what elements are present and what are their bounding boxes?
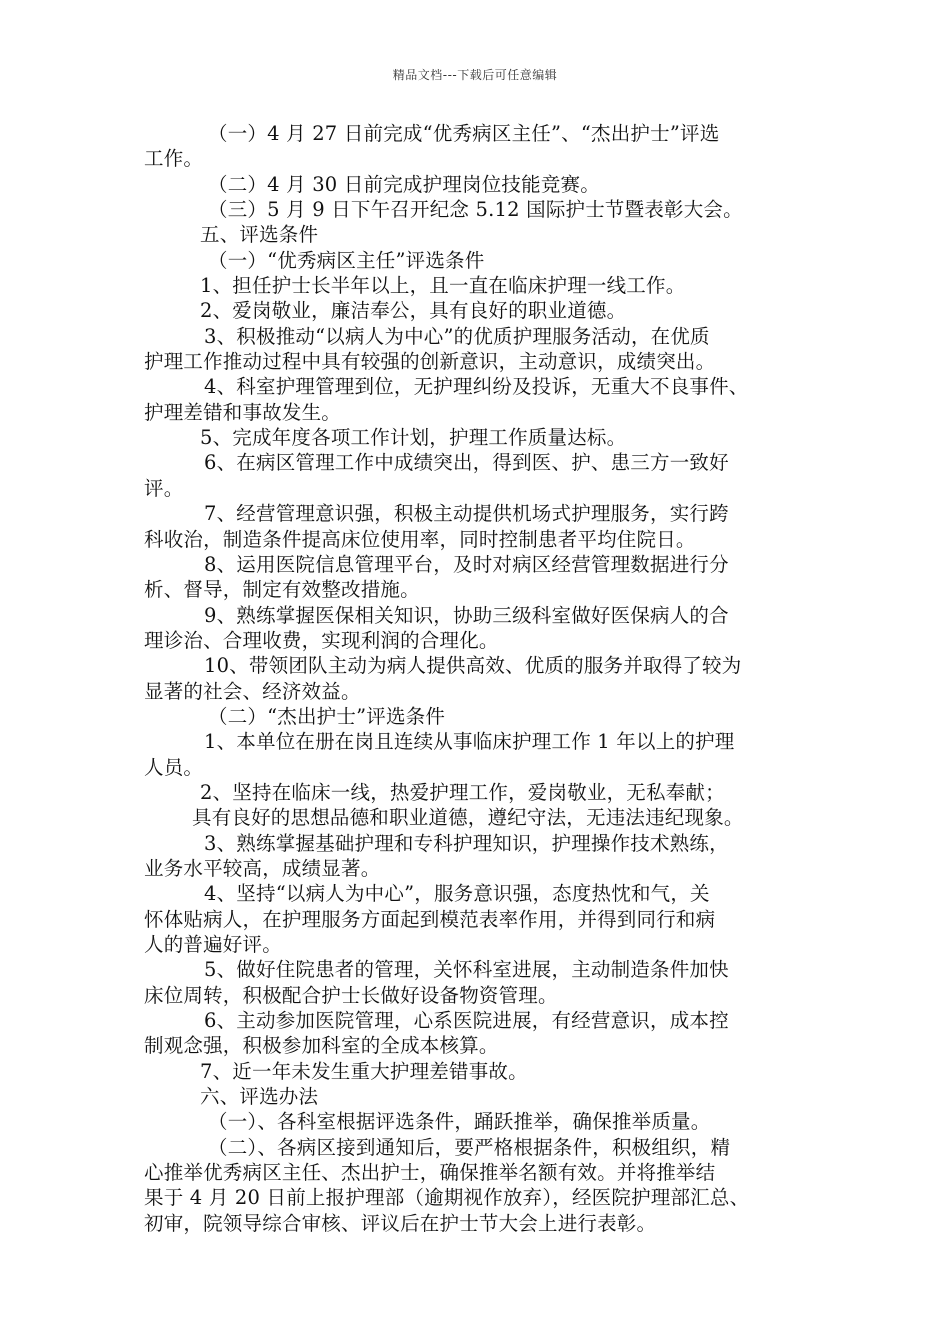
text-line: 制观念强，积极参加科室的全成本核算。: [144, 1034, 499, 1058]
text-line: （三）5 月 9 日下午召开纪念 5.12 国际护士节暨表彰大会。: [208, 198, 743, 222]
text-line: （一）“优秀病区主任”评选条件: [208, 248, 485, 272]
text-line: （二）4 月 30 日前完成护理岗位技能竞赛。: [208, 172, 600, 196]
text-line: 科收治，制造条件提高床位使用率，同时控制患者平均住院日。: [144, 527, 696, 551]
text-line: 5、做好住院患者的管理，关怀科室进展，主动制造条件加快: [204, 958, 729, 982]
text-line: 10、带领团队主动为病人提供高效、优质的服务并取得了较为: [204, 654, 742, 678]
text-line: 6、在病区管理工作中成绩突出，得到医、护、患三方一致好: [204, 451, 729, 475]
text-line: 6、主动参加医院管理，心系医院进展，有经营意识，成本控: [204, 1009, 729, 1033]
text-line: （一）4 月 27 日前完成“优秀病区主任”、“杰出护士”评选: [208, 122, 720, 145]
text-line: 人的普遍好评。: [144, 933, 282, 956]
text-line: 具有良好的思想品德和职业道德，遵纪守法，无违法违纪现象。: [192, 806, 744, 830]
document-body: [144, 121, 814, 1236]
text-line: 2、爱岗敬业，廉洁奉公，具有良好的职业道德。: [200, 299, 627, 323]
text-line: 床位周转，积极配合护士长做好设备物资管理。: [144, 983, 558, 1007]
text-line: 评。: [144, 476, 184, 500]
text-line: （一）、各科室根据评选条件，踊跃推举，确保推举质量。: [208, 1110, 711, 1134]
text-line: （二）、各病区接到通知后，要严格根据条件，积极组织，精: [208, 1135, 731, 1159]
text-line: 9、熟练掌握医保相关知识，协助三级科室做好医保病人的合: [204, 603, 729, 627]
text-line: 显著的社会、经济效益。: [144, 679, 361, 703]
text-line: 4、坚持“以病人为中心”，服务意识强，态度热忱和气，关: [204, 882, 710, 906]
text-line: 2、坚持在临床一线，热爱护理工作，爱岗敬业，无私奉献；: [200, 780, 725, 804]
text-line: 3、积极推动“以病人为中心”的优质护理服务活动，在优质: [204, 324, 710, 348]
text-line: 4、科室护理管理到位，无护理纠纷及投诉，无重大不良事件、: [204, 375, 749, 399]
text-line: 怀体贴病人，在护理服务方面起到模范表率作用，并得到同行和病: [144, 907, 716, 931]
text-line: 六、评选办法: [200, 1085, 319, 1109]
text-line: 初审，院领导综合审核、评议后在护士节大会上进行表彰。: [144, 1211, 657, 1235]
text-line: 7、经营管理意识强，积极主动提供机场式护理服务，实行跨: [204, 502, 729, 526]
text-line: 8、运用医院信息管理平台，及时对病区经营管理数据进行分: [204, 552, 729, 576]
text-line: （二）“杰出护士”评选条件: [208, 704, 446, 728]
text-line: 3、熟练掌握基础护理和专科护理知识，护理操作技术熟练，: [204, 831, 729, 855]
text-line: 5、完成年度各项工作计划，护理工作质量达标。: [200, 426, 627, 450]
text-line: 人员。: [144, 755, 204, 779]
page-header: 精品文档---下载后可任意编辑: [392, 68, 558, 82]
text-line: 果于 4 月 20 日前上报护理部（逾期视作放弃），经医院护理部汇总、: [144, 1186, 750, 1210]
text-line: 析、督导，制定有效整改措施。: [144, 578, 420, 602]
text-line: 心推举优秀病区主任、杰出护士，确保推举名额有效。并将推举结: [144, 1161, 716, 1185]
text-line: 1、担任护士长半年以上，且一直在临床护理一线工作。: [200, 274, 686, 298]
text-line: 五、评选条件: [200, 223, 319, 247]
text-line: 护理差错和事故发生。: [144, 400, 342, 424]
text-line: 1、本单位在册在岗且连续从事临床护理工作 1 年以上的护理: [204, 730, 735, 754]
text-line: 护理工作推动过程中具有较强的创新意识，主动意识，成绩突出。: [144, 350, 716, 374]
text-line: 工作。: [144, 147, 204, 171]
text-line: 业务水平较高，成绩显著。: [144, 856, 381, 880]
text-line: 7、近一年未发生重大护理差错事故。: [200, 1059, 528, 1083]
text-line: 理诊治、合理收费，实现利润的合理化。: [144, 628, 499, 652]
